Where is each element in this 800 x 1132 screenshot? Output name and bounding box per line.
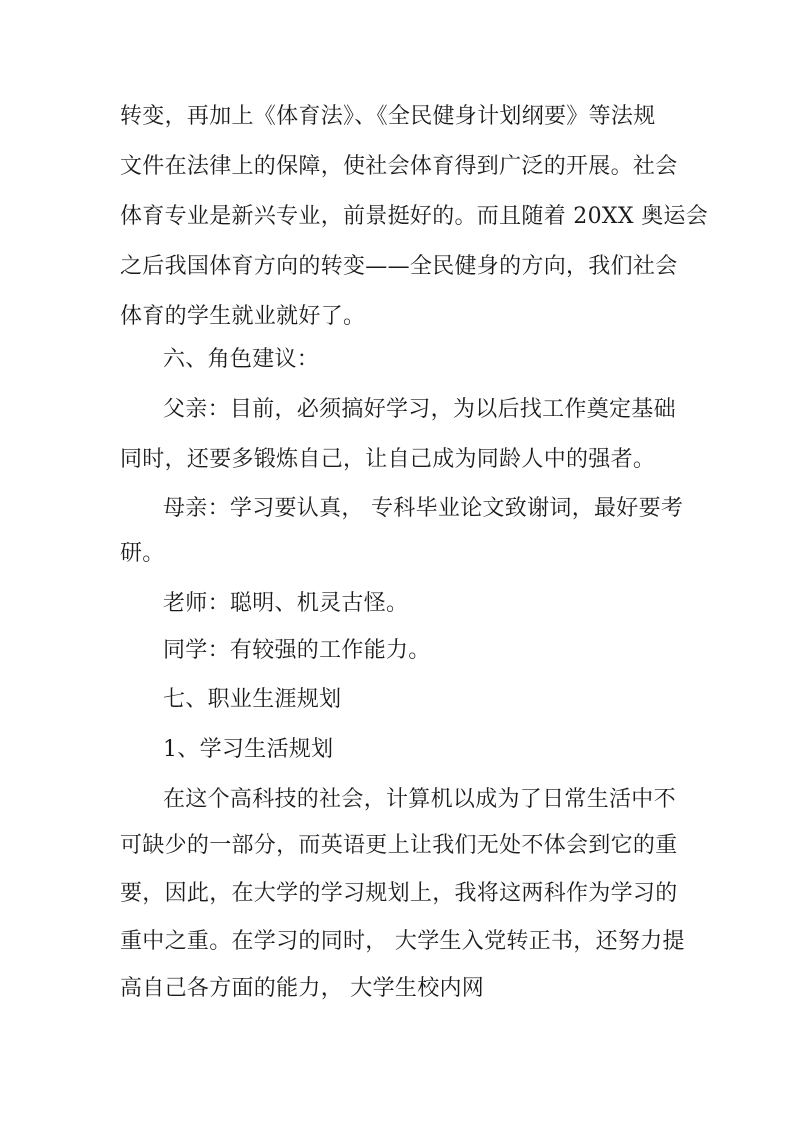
paragraph-line: 之后我国体育方向的转变——全民健身的方向，我们社会: [120, 254, 678, 279]
paragraph-line: 体育的学生就业就好了。: [120, 304, 366, 329]
paragraph-line: 同学：有较强的工作能力。: [163, 638, 431, 663]
paragraph-line: 文件在法律上的保障，使社会体育得到广泛的开展。社会: [120, 154, 678, 179]
paragraph-line: 老师：聪明、机灵古怪。: [163, 591, 409, 616]
section-heading: 七、职业生涯规划: [163, 687, 342, 712]
paragraph-line: 可缺少的一部分，而英语更上让我们无处不体会到它的重: [120, 833, 678, 858]
section-heading: 六、角色建议：: [163, 347, 320, 372]
paragraph-line: 同时，还要多锻炼自己，让自己成为同龄人中的强者。: [120, 447, 656, 472]
paragraph-line: 母亲：学习要认真， 专科毕业论文致谢词，最好要考: [163, 496, 684, 521]
paragraph-line: 研。: [120, 541, 165, 566]
paragraph-line: 高自己各方面的能力， 大学生校内网: [120, 976, 485, 1001]
paragraph-line: 父亲：目前，必须搞好学习，为以后找工作奠定基础: [163, 397, 676, 422]
subsection-heading: 1、学习生活规划: [163, 737, 334, 762]
paragraph-line: 重中之重。在学习的同时， 大学生入党转正书，还努力提: [120, 929, 685, 954]
paragraph-line: 转变，再加上《体育法》、《全民健身计划纲要》等法规: [120, 104, 656, 129]
paragraph-line: 体育专业是新兴专业，前景挺好的。而且随着 20XX 奥运会: [120, 204, 709, 229]
paragraph-line: 要，因此，在大学的学习规划上，我将这两科作为学习的: [120, 881, 678, 906]
paragraph-line: 在这个高科技的社会，计算机以成为了日常生活中不: [163, 787, 676, 812]
